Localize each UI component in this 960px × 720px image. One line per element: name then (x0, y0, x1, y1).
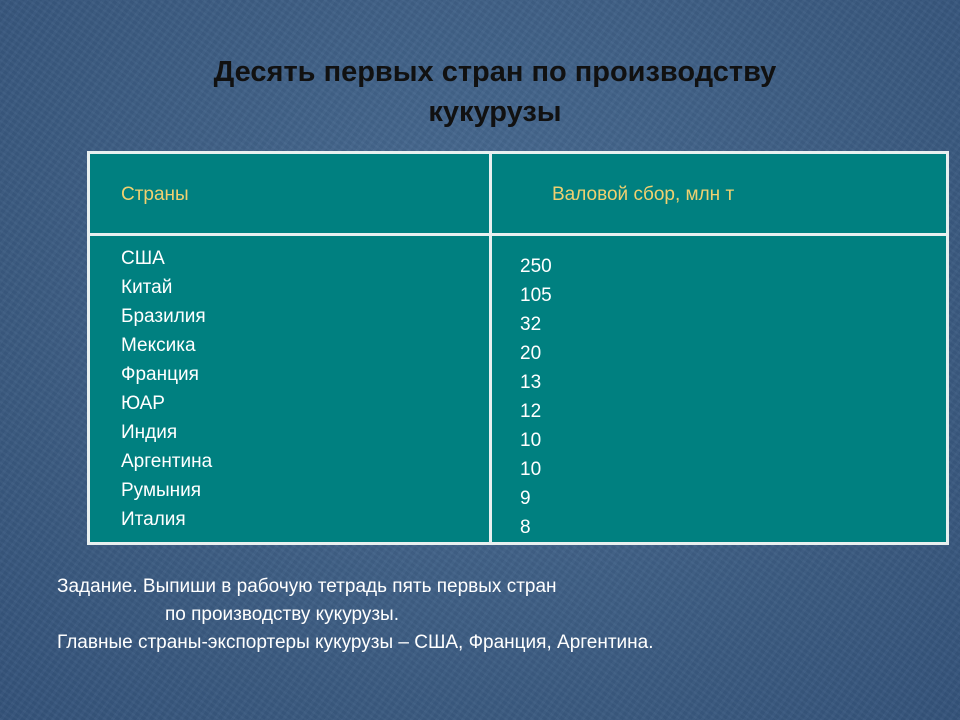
values-list (520, 252, 552, 542)
task-text (57, 573, 937, 657)
value-cell: 8 (520, 517, 531, 538)
country-cell: США (121, 248, 165, 269)
production-table (87, 151, 949, 545)
header-divider (90, 233, 946, 236)
column-divider (489, 154, 492, 542)
value-cell: 9 (520, 488, 531, 509)
country-cell: Франция (121, 364, 199, 385)
task-line-1: Задание. Выпиши в рабочую тетрадь пять первых стран (57, 576, 557, 597)
value-cell: 10 (520, 459, 542, 480)
country-cell: ЮАР (121, 393, 165, 414)
countries-list (121, 244, 212, 534)
value-cell: 32 (520, 314, 542, 335)
country-cell: Китай (121, 277, 173, 298)
country-cell: Италия (121, 509, 186, 530)
country-cell: Бразилия (121, 306, 206, 327)
value-cell: 10 (520, 430, 542, 451)
value-cell: 13 (520, 372, 542, 393)
value-cell: 12 (520, 401, 542, 422)
header-countries: Страны (121, 184, 189, 205)
country-cell: Мексика (121, 335, 196, 356)
title-line-1: Десять первых стран по производству (213, 56, 777, 88)
value-cell: 20 (520, 343, 542, 364)
slide-title (95, 52, 895, 132)
task-line-3: Главные страны-экспортеры кукурузы – США, Франция, Аргентина. (57, 632, 654, 653)
country-cell: Индия (121, 422, 178, 443)
title-line-2: кукурузы (428, 96, 562, 128)
task-line-2: по производству кукурузы. (165, 604, 399, 625)
country-cell: Аргентина (121, 451, 213, 472)
header-values: Валовой сбор, млн т (552, 184, 735, 205)
value-cell: 250 (520, 256, 552, 277)
value-cell: 105 (520, 285, 552, 306)
country-cell: Румыния (121, 480, 202, 501)
